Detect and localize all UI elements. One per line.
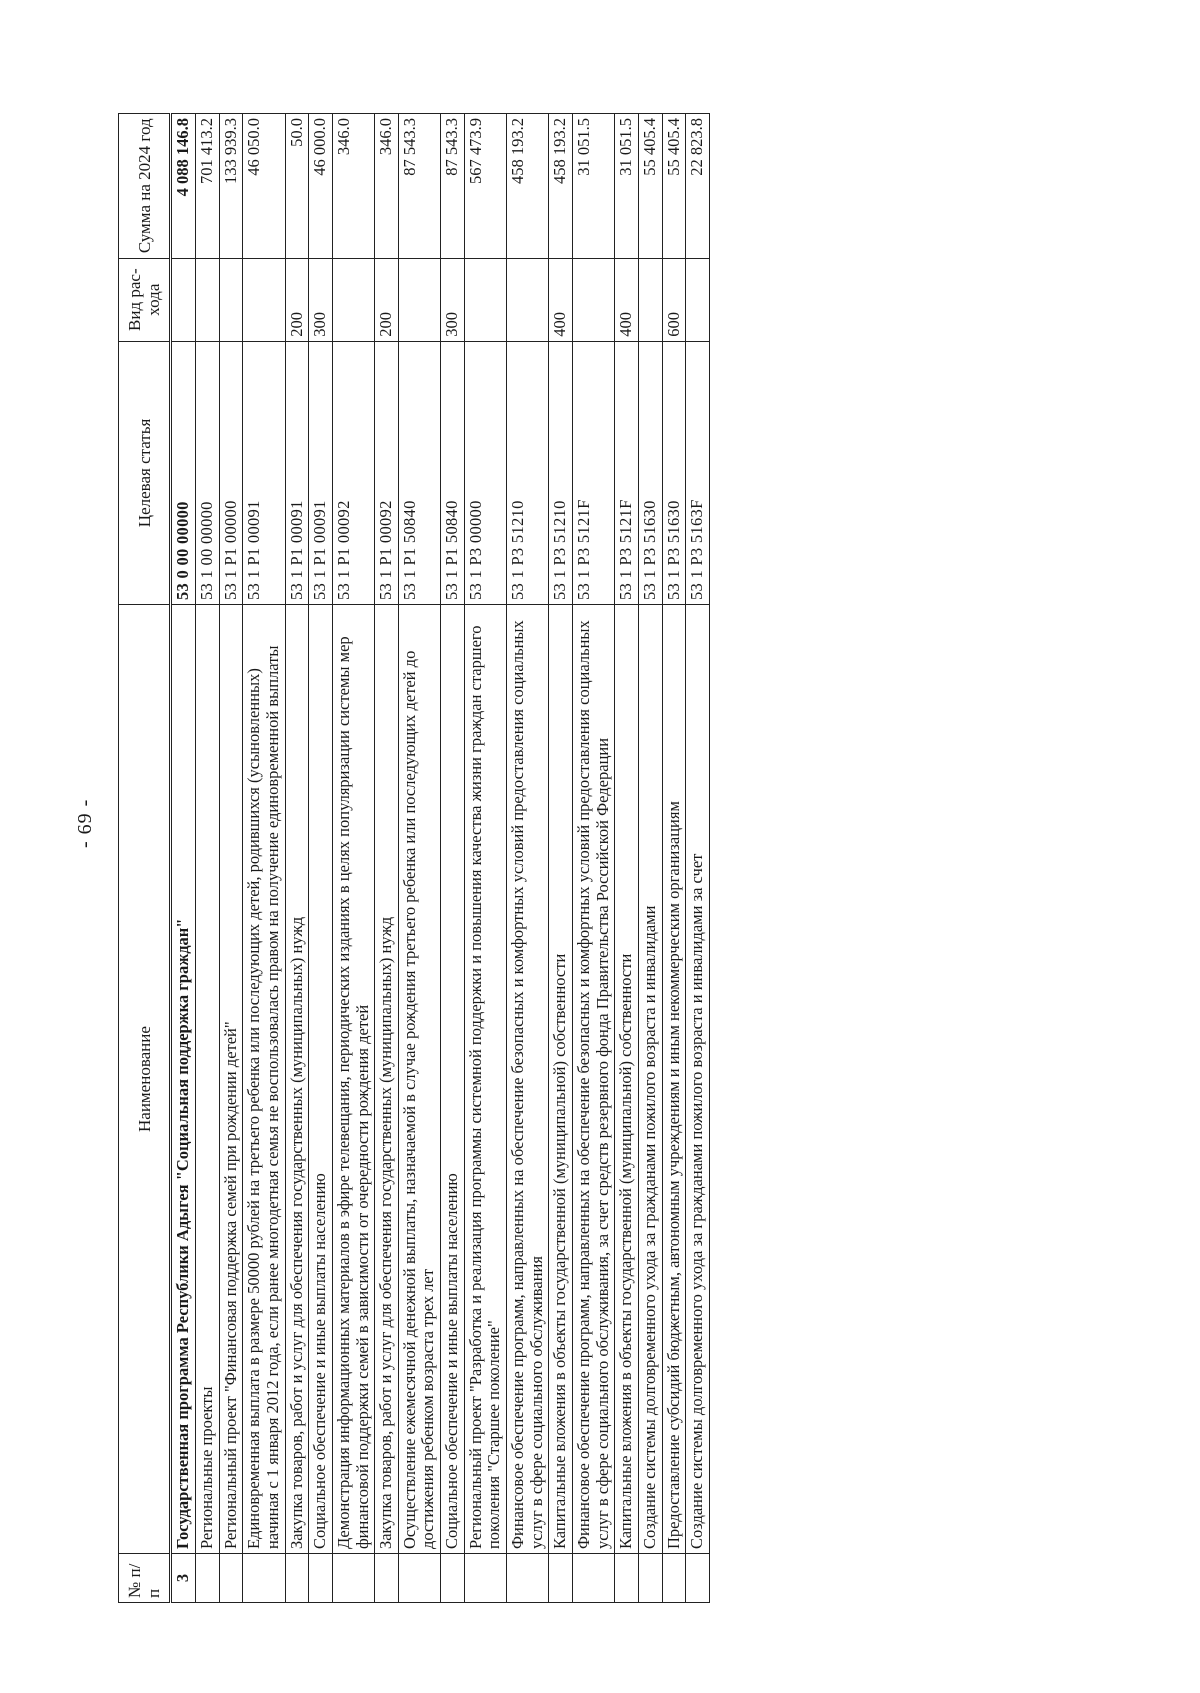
row-num xyxy=(243,1554,285,1603)
row-code: 53 1 P3 51210 xyxy=(549,341,573,604)
row-sum: 50.0 xyxy=(285,114,309,259)
row-num xyxy=(219,1554,243,1603)
table-row xyxy=(398,114,440,1603)
budget-table xyxy=(118,113,710,1603)
row-num xyxy=(464,1554,506,1603)
row-num xyxy=(638,1554,662,1603)
row-num xyxy=(309,1554,333,1603)
row-vid xyxy=(196,258,220,341)
row-sum: 4 088 146.8 xyxy=(171,114,196,259)
row-sum: 46 050.0 xyxy=(243,114,285,259)
row-vid xyxy=(398,258,440,341)
row-vid: 200 xyxy=(375,258,399,341)
row-vid xyxy=(686,258,710,341)
row-code: 53 1 P1 00092 xyxy=(375,341,399,604)
row-sum: 87 543.3 xyxy=(398,114,440,259)
table-row xyxy=(615,114,639,1603)
row-code: 53 1 P3 51630 xyxy=(662,341,686,604)
row-num xyxy=(686,1554,710,1603)
header-name: Наименование xyxy=(119,605,171,1554)
row-vid xyxy=(572,258,614,341)
row-sum: 55 405.4 xyxy=(662,114,686,259)
row-sum: 458 193.2 xyxy=(507,114,549,259)
row-sum: 567 473.9 xyxy=(464,114,506,259)
budget-table-container xyxy=(118,113,1068,1603)
table-row xyxy=(638,114,662,1603)
row-num xyxy=(507,1554,549,1603)
row-sum: 346.0 xyxy=(375,114,399,259)
row-vid xyxy=(464,258,506,341)
row-sum: 87 543.3 xyxy=(441,114,465,259)
row-vid: 200 xyxy=(285,258,309,341)
row-code: 53 1 00 00000 xyxy=(196,341,220,604)
row-vid xyxy=(219,258,243,341)
row-name: Региональный проект "Разработка и реализация программы системной поддержки и повышения качества жизни граждан старшего поколения "Старшее поколение" xyxy=(464,605,506,1554)
row-vid: 600 xyxy=(662,258,686,341)
row-code: 53 1 P1 00091 xyxy=(285,341,309,604)
row-vid xyxy=(171,258,196,341)
row-vid: 400 xyxy=(549,258,573,341)
row-vid xyxy=(507,258,549,341)
row-vid: 400 xyxy=(615,258,639,341)
row-name: Закупка товаров, работ и услуг для обеспечения государственных (муниципальных) нужд xyxy=(375,605,399,1554)
row-name: Создание системы долговременного ухода за гражданами пожилого возраста и инвалидами xyxy=(638,605,662,1554)
table-row xyxy=(507,114,549,1603)
row-name: Единовременная выплата в размере 50000 рублей на третьего ребенка или последующих детей, родившихся (усыновленных) начиная с 1 января 2012 года, если ранее многодетная семья не воспользовалась правом на получение единовременной выплаты xyxy=(243,605,285,1554)
row-name: Социальное обеспечение и иные выплаты населению xyxy=(441,605,465,1554)
row-name: Региональный проект "Финансовая поддержка семей при рождении детей" xyxy=(219,605,243,1554)
row-code: 53 1 P1 50840 xyxy=(398,341,440,604)
row-vid xyxy=(638,258,662,341)
row-code: 53 1 P3 00000 xyxy=(464,341,506,604)
row-name: Социальное обеспечение и иные выплаты населению xyxy=(309,605,333,1554)
table-row xyxy=(375,114,399,1603)
table-body xyxy=(171,114,709,1603)
row-name: Региональные проекты xyxy=(196,605,220,1554)
header-sum: Сумма на 2024 год xyxy=(119,114,171,259)
table-row xyxy=(332,114,374,1603)
table-row xyxy=(196,114,220,1603)
row-name: Предоставление субсидий бюджетным, автономным учреждениям и иным некоммерческим организациям xyxy=(662,605,686,1554)
row-sum: 31 051.5 xyxy=(572,114,614,259)
row-sum: 22 823.8 xyxy=(686,114,710,259)
row-num xyxy=(285,1554,309,1603)
row-sum: 133 939.3 xyxy=(219,114,243,259)
row-code: 53 0 00 00000 xyxy=(171,341,196,604)
row-code: 53 1 P3 5163F xyxy=(686,341,710,604)
table-row xyxy=(549,114,573,1603)
row-vid: 300 xyxy=(441,258,465,341)
row-vid: 300 xyxy=(309,258,333,341)
table-row xyxy=(464,114,506,1603)
row-sum: 31 051.5 xyxy=(615,114,639,259)
row-sum: 55 405.4 xyxy=(638,114,662,259)
table-row xyxy=(662,114,686,1603)
row-num xyxy=(196,1554,220,1603)
table-row xyxy=(171,114,196,1603)
header-row xyxy=(119,114,171,1603)
header-num: № п/п xyxy=(119,1554,171,1603)
row-name: Государственная программа Республики Адыгея "Социальная поддержка граждан" xyxy=(171,605,196,1554)
row-code: 53 1 P1 00091 xyxy=(309,341,333,604)
row-name: Финансовое обеспечение программ, направленных на обеспечение безопасных и комфортных условий предоставления социальных услуг в сфере социального обслуживания, за счет средств резервного фонда Правительства Российской Федерации xyxy=(572,605,614,1554)
row-num: 3 xyxy=(171,1554,196,1603)
row-code: 53 1 P3 5121F xyxy=(615,341,639,604)
row-code: 53 1 P1 50840 xyxy=(441,341,465,604)
row-code: 53 1 P3 51630 xyxy=(638,341,662,604)
row-sum: 346.0 xyxy=(332,114,374,259)
row-num xyxy=(441,1554,465,1603)
row-name: Закупка товаров, работ и услуг для обеспечения государственных (муниципальных) нужд xyxy=(285,605,309,1554)
row-name: Финансовое обеспечение программ, направленных на обеспечение безопасных и комфортных условий предоставления социальных услуг в сфере социального обслуживания xyxy=(507,605,549,1554)
row-name: Осуществление ежемесячной денежной выплаты, назначаемой в случае рождения третьего ребенка или последующих детей до достижения ребенком возраста трех лет xyxy=(398,605,440,1554)
table-row xyxy=(309,114,333,1603)
table-row xyxy=(243,114,285,1603)
row-sum: 458 193.2 xyxy=(549,114,573,259)
table-row xyxy=(686,114,710,1603)
row-code: 53 1 P3 5121F xyxy=(572,341,614,604)
header-code: Целевая статья xyxy=(119,341,171,604)
row-vid xyxy=(332,258,374,341)
row-num xyxy=(398,1554,440,1603)
row-name: Капитальные вложения в объекты государственной (муниципальной) собственности xyxy=(615,605,639,1554)
table-row xyxy=(285,114,309,1603)
row-num xyxy=(332,1554,374,1603)
row-num xyxy=(549,1554,573,1603)
row-code: 53 1 P3 51210 xyxy=(507,341,549,604)
page-number: - 69 - xyxy=(74,798,96,848)
row-vid xyxy=(243,258,285,341)
row-num xyxy=(615,1554,639,1603)
header-vid: Вид рас- хода xyxy=(119,258,171,341)
row-num xyxy=(375,1554,399,1603)
row-sum: 701 413.2 xyxy=(196,114,220,259)
row-name: Демонстрация информационных материалов в эфире телевещания, периодических изданиях в целях популяризации системы мер финансовой поддержки семей в зависимости от очередности рождения детей xyxy=(332,605,374,1554)
row-name: Капитальные вложения в объекты государственной (муниципальной) собственности xyxy=(549,605,573,1554)
row-code: 53 1 P1 00092 xyxy=(332,341,374,604)
table-row xyxy=(219,114,243,1603)
table-row xyxy=(572,114,614,1603)
row-code: 53 1 P1 00091 xyxy=(243,341,285,604)
row-name: Создание системы долговременного ухода за гражданами пожилого возраста и инвалидами за счет xyxy=(686,605,710,1554)
table-row xyxy=(441,114,465,1603)
row-code: 53 1 P1 00000 xyxy=(219,341,243,604)
row-sum: 46 000.0 xyxy=(309,114,333,259)
row-num xyxy=(572,1554,614,1603)
row-num xyxy=(662,1554,686,1603)
